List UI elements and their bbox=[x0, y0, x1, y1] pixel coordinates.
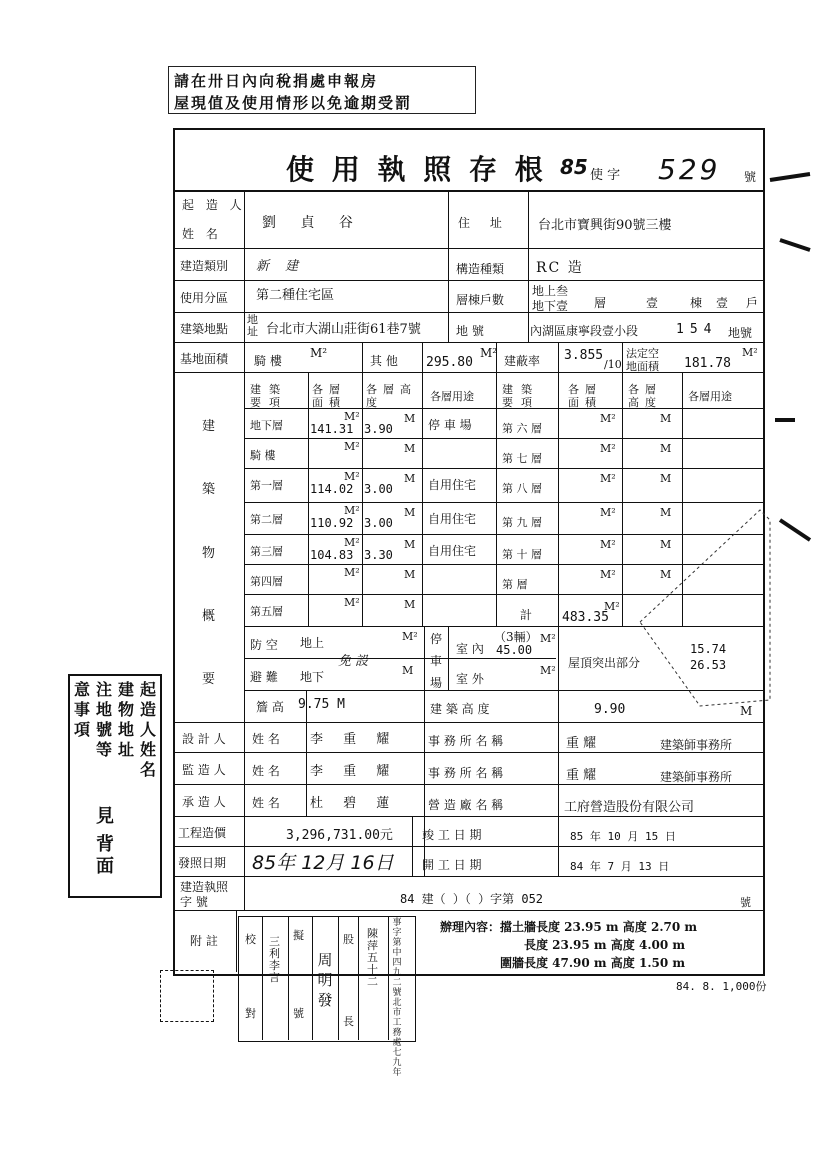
struct-value: RC 造 bbox=[536, 260, 584, 276]
other-label: 其 他 bbox=[370, 354, 398, 368]
floor-area-unit: M² bbox=[344, 410, 360, 423]
roof-value-2: 26.53 bbox=[690, 658, 727, 672]
shelter-exempt: 免 設 bbox=[338, 654, 369, 669]
permit-label-1: 建造執照 bbox=[180, 880, 229, 894]
roof-label: 屋頂突出部分 bbox=[568, 656, 641, 670]
notes-line-2: 長度 23.95 m 高度 4.00 m bbox=[524, 938, 686, 952]
permit-label-2: 字 號 bbox=[180, 895, 208, 909]
corner-stamp bbox=[160, 970, 214, 1022]
eaves-label: 簷 高 bbox=[256, 700, 284, 714]
floor-height: 3.30 bbox=[364, 548, 393, 562]
floor-area-unit-right: M² bbox=[600, 472, 616, 485]
review-draft: 擬 bbox=[293, 929, 304, 942]
head-name: 建築要項 bbox=[250, 383, 288, 409]
permit-suffix: 號 bbox=[740, 896, 751, 909]
issue-label: 發照日期 bbox=[178, 856, 227, 870]
floor-height: 3.00 bbox=[364, 516, 393, 530]
floor-name-right: 第 七 層 bbox=[502, 452, 542, 465]
floor-height: 3.90 bbox=[364, 422, 393, 436]
floor-height-unit: M bbox=[404, 442, 416, 455]
head-area-r: 各層面積 bbox=[568, 383, 602, 409]
designer-office-label: 事 務 所 名 稱 bbox=[428, 734, 504, 748]
outdoor-unit: M² bbox=[540, 664, 556, 677]
review-head: 長 bbox=[343, 1015, 354, 1028]
side-note-col-5: 見 bbox=[96, 806, 114, 827]
floor-area-unit: M² bbox=[344, 470, 360, 483]
floor-area-unit-right: M² bbox=[600, 568, 616, 581]
shelter-label-2: 避 難 bbox=[250, 670, 278, 684]
supervisor-firm: 建築師事務所 bbox=[660, 770, 733, 784]
indoor-label: 室 內 bbox=[456, 642, 484, 656]
floor-height-unit: M bbox=[404, 412, 416, 425]
floor-name-right: 第 層 bbox=[502, 578, 528, 591]
roof-value-1: 15.74 bbox=[690, 642, 727, 656]
floor-area-unit-right: M² bbox=[600, 442, 616, 455]
title-number: 529 bbox=[658, 153, 721, 186]
side-note-col-3: 注地號等 bbox=[96, 680, 113, 759]
completion-label: 竣 工 日 期 bbox=[422, 828, 482, 842]
side-note-col-1: 起造人姓名 bbox=[140, 680, 157, 779]
building-label-3: 物 bbox=[202, 546, 216, 561]
floor-height-unit-right: M bbox=[660, 412, 672, 425]
total-unit: M² bbox=[604, 600, 620, 613]
shelter-unit-2: M bbox=[402, 664, 414, 677]
floor-height-unit: M bbox=[404, 506, 416, 519]
floor-area: 141.31 bbox=[310, 422, 354, 436]
floor-name: 第一層 bbox=[250, 479, 283, 492]
site-tag: 地址 bbox=[247, 313, 258, 338]
review-check: 校 bbox=[245, 933, 256, 946]
floor-area-unit: M² bbox=[344, 504, 360, 517]
open-space-label-2: 地面積 bbox=[626, 360, 659, 373]
bld-height-label: 建 築 高 度 bbox=[430, 702, 490, 716]
permit-text: 84 建（ ）（ ）字第 052 bbox=[400, 892, 544, 906]
title-suffix: 號 bbox=[744, 170, 757, 184]
builder-name-label: 姓 名 bbox=[252, 796, 280, 810]
floor-height-unit-right: M bbox=[660, 472, 672, 485]
floor-area-unit: M² bbox=[344, 440, 360, 453]
builder-office-label: 營 造 廠 名 稱 bbox=[428, 798, 504, 812]
building-label-4: 概 bbox=[202, 609, 216, 624]
other-unit: M² bbox=[480, 346, 498, 360]
review-signer-2: 周 明 發 bbox=[317, 951, 333, 1009]
floor-use: 自用住宅 bbox=[428, 478, 477, 492]
bld-height-unit: M bbox=[740, 704, 753, 718]
supervisor-office: 重 耀 bbox=[566, 768, 597, 783]
land-section: 內湖區康寧段壹小段 bbox=[530, 324, 639, 338]
side-note-col-4: 意事項 bbox=[74, 680, 91, 739]
head-use: 各層用途 bbox=[430, 390, 474, 403]
floor-height-unit: M bbox=[404, 472, 416, 485]
land-label: 地 號 bbox=[456, 324, 484, 338]
review-check-2: 對 bbox=[245, 1007, 256, 1020]
title-year: 85 bbox=[560, 155, 588, 179]
floor-name: 第二層 bbox=[250, 513, 283, 526]
floors-count-label: 層棟戶數 bbox=[456, 293, 505, 307]
print-info: 84. 8. 1,000份 bbox=[676, 980, 767, 993]
open-space-unit: M² bbox=[742, 346, 758, 359]
designer-office: 重 耀 bbox=[566, 736, 597, 751]
floor-area: 104.83 bbox=[310, 548, 354, 562]
floor-name: 騎 樓 bbox=[250, 449, 276, 462]
floor-area: 114.02 bbox=[310, 482, 354, 496]
notes-line-1: 辦理內容：擋土牆長度 23.95 m 高度 2.70 m bbox=[440, 920, 698, 934]
floor-height-unit-right: M bbox=[660, 538, 672, 551]
owner-name: 劉 貞 谷 bbox=[262, 215, 363, 231]
shelter-label-1: 防 空 bbox=[250, 638, 278, 652]
coverage-label: 建蔽率 bbox=[504, 354, 541, 368]
completion-date: 85 年 10 月 15 日 bbox=[570, 830, 676, 843]
floor-use: 自用住宅 bbox=[428, 512, 477, 526]
start-date: 84 年 7 月 13 日 bbox=[570, 860, 670, 873]
builder-office: 工府營造股份有限公司 bbox=[564, 800, 695, 815]
floors-below: 地下壹 bbox=[532, 299, 569, 313]
floor-area-unit-right: M² bbox=[600, 538, 616, 551]
floor-height-unit-right: M bbox=[660, 568, 672, 581]
ridge-label: 棟 bbox=[690, 296, 703, 310]
floor-name-right: 第 九 層 bbox=[502, 516, 542, 529]
parking-2: 車 bbox=[430, 654, 443, 668]
building-label-5: 要 bbox=[202, 672, 216, 687]
land-number: 154 bbox=[676, 322, 718, 337]
owner-address: 台北市寶興街90號三樓 bbox=[538, 218, 672, 233]
review-section: 股 bbox=[343, 933, 354, 946]
shelter-below: 地下 bbox=[300, 670, 325, 684]
zone-label: 使用分區 bbox=[180, 291, 229, 305]
notes-line-3: 圍牆長度 47.90 m 高度 1.50 m bbox=[500, 956, 686, 970]
eaves-value: 9.75 M bbox=[298, 697, 345, 712]
builder-name: 杜 碧 蓮 bbox=[310, 796, 398, 811]
head-height: 各層高度 bbox=[366, 383, 417, 409]
floor-area-unit: M² bbox=[344, 596, 360, 609]
supervisor-name-label: 姓 名 bbox=[252, 764, 280, 778]
floor-name: 地下層 bbox=[250, 419, 283, 432]
builder-role: 承 造 人 bbox=[182, 795, 226, 809]
arcade-label: 騎 樓 bbox=[254, 354, 282, 368]
site-address: 台北市大湖山莊街61巷7號 bbox=[266, 322, 421, 337]
floor-name: 第三層 bbox=[250, 545, 283, 558]
designer-name: 李 重 耀 bbox=[310, 732, 398, 747]
shelter-unit-1: M² bbox=[402, 630, 418, 643]
type-label: 建造類別 bbox=[180, 259, 229, 273]
floor-area-unit-right: M² bbox=[600, 412, 616, 425]
layer-value: 壹 bbox=[646, 296, 659, 310]
supervisor-name: 李 重 耀 bbox=[310, 764, 398, 779]
floor-height-unit: M bbox=[404, 538, 416, 551]
title-char: 使 字 bbox=[590, 168, 621, 183]
floor-height: 3.00 bbox=[364, 482, 393, 496]
floors-above: 地上叁 bbox=[532, 284, 569, 298]
notice-line-1: 請在卅日內向稅捐處申報房 bbox=[174, 72, 379, 90]
zone-value: 第二種住宅區 bbox=[256, 288, 335, 303]
review-ref: 事字第中四九二號 北市工務處七九年 bbox=[392, 918, 402, 1078]
side-note-col-2: 建物地址 bbox=[118, 680, 135, 759]
head-area: 各層面積 bbox=[312, 383, 346, 409]
indoor-unit: M² bbox=[540, 632, 556, 645]
building-label-2: 築 bbox=[202, 482, 216, 497]
site-area-label: 基地面積 bbox=[180, 352, 229, 366]
bld-height-value: 9.90 bbox=[594, 702, 626, 717]
parking-1: 停 bbox=[430, 632, 443, 646]
door-label: 戶 bbox=[746, 296, 759, 310]
head-use-r: 各層用途 bbox=[688, 390, 732, 403]
arcade-unit: M² bbox=[310, 346, 328, 360]
notice-line-2: 屋現值及使用情形以免逾期受罰 bbox=[174, 94, 413, 112]
address-label: 住 址 bbox=[458, 216, 510, 230]
designer-role: 設 計 人 bbox=[182, 732, 226, 746]
floor-name: 第四層 bbox=[250, 575, 283, 588]
ridge-value: 壹 bbox=[716, 296, 729, 310]
coverage-unit: /10 bbox=[604, 358, 622, 371]
floor-area-unit: M² bbox=[344, 536, 360, 549]
start-label: 開 工 日 期 bbox=[422, 858, 482, 872]
floor-name-right: 第 六 層 bbox=[502, 422, 542, 435]
building-label-1: 建 bbox=[202, 419, 216, 434]
cost-value: 3,296,731.00元 bbox=[286, 828, 393, 843]
floor-height-unit: M bbox=[404, 598, 416, 611]
layer-label: 層 bbox=[594, 296, 607, 310]
issue-date: 85年 12月 16日 bbox=[252, 852, 394, 874]
review-no: 號 bbox=[293, 1007, 304, 1020]
cost-label: 工程造價 bbox=[178, 826, 227, 840]
floor-name-right: 第 八 層 bbox=[502, 482, 542, 495]
floor-use: 自用住宅 bbox=[428, 544, 477, 558]
side-note-col-6: 背面 bbox=[96, 834, 114, 877]
head-height-r: 各層高度 bbox=[628, 383, 662, 409]
open-space-value: 181.78 bbox=[684, 356, 731, 371]
floor-name: 第五層 bbox=[250, 605, 283, 618]
open-space-label-1: 法定空 bbox=[626, 347, 659, 360]
head-name-r: 建築要項 bbox=[502, 383, 540, 409]
supervisor-office-label: 事 務 所 名 稱 bbox=[428, 766, 504, 780]
supervisor-role: 監 造 人 bbox=[182, 763, 226, 777]
struct-label: 構造種類 bbox=[456, 262, 505, 276]
floor-height-unit: M bbox=[404, 568, 416, 581]
designer-firm: 建築師事務所 bbox=[660, 738, 733, 752]
coverage-value: 3.855 bbox=[564, 348, 604, 363]
floor-area: 110.92 bbox=[310, 516, 354, 530]
indoor-area: 45.00 bbox=[496, 643, 533, 657]
designer-name-label: 姓 名 bbox=[252, 732, 280, 746]
outdoor-label: 室 外 bbox=[456, 672, 484, 686]
site-label: 建築地點 bbox=[180, 322, 229, 336]
floor-area-unit-right: M² bbox=[600, 506, 616, 519]
floor-name-right: 第 十 層 bbox=[502, 548, 542, 561]
other-value: 295.80 bbox=[426, 355, 473, 370]
floor-area-unit: M² bbox=[344, 566, 360, 579]
floor-height-unit-right: M bbox=[660, 442, 672, 455]
floor-use: 停 車 場 bbox=[428, 418, 472, 432]
review-signer-3: 陳萍 五十二 bbox=[367, 927, 378, 988]
review-signer-1: 三利 李 言 bbox=[269, 935, 280, 984]
type-value: 新 建 bbox=[256, 259, 305, 274]
indoor-count: （3輛） bbox=[494, 630, 538, 644]
total-label: 計 bbox=[520, 608, 533, 622]
page-title: 使 用 執 照 存 根 bbox=[286, 153, 547, 186]
owner-label-1: 起 造 人 bbox=[182, 198, 246, 212]
parking-3: 場 bbox=[430, 676, 443, 690]
notes-label: 附 註 bbox=[190, 934, 218, 948]
shelter-above: 地上 bbox=[300, 636, 325, 650]
owner-label-2: 姓 名 bbox=[182, 227, 222, 241]
total-value: 483.35 bbox=[562, 610, 609, 625]
land-suffix: 地號 bbox=[728, 326, 753, 340]
floor-height-unit-right: M bbox=[660, 506, 672, 519]
